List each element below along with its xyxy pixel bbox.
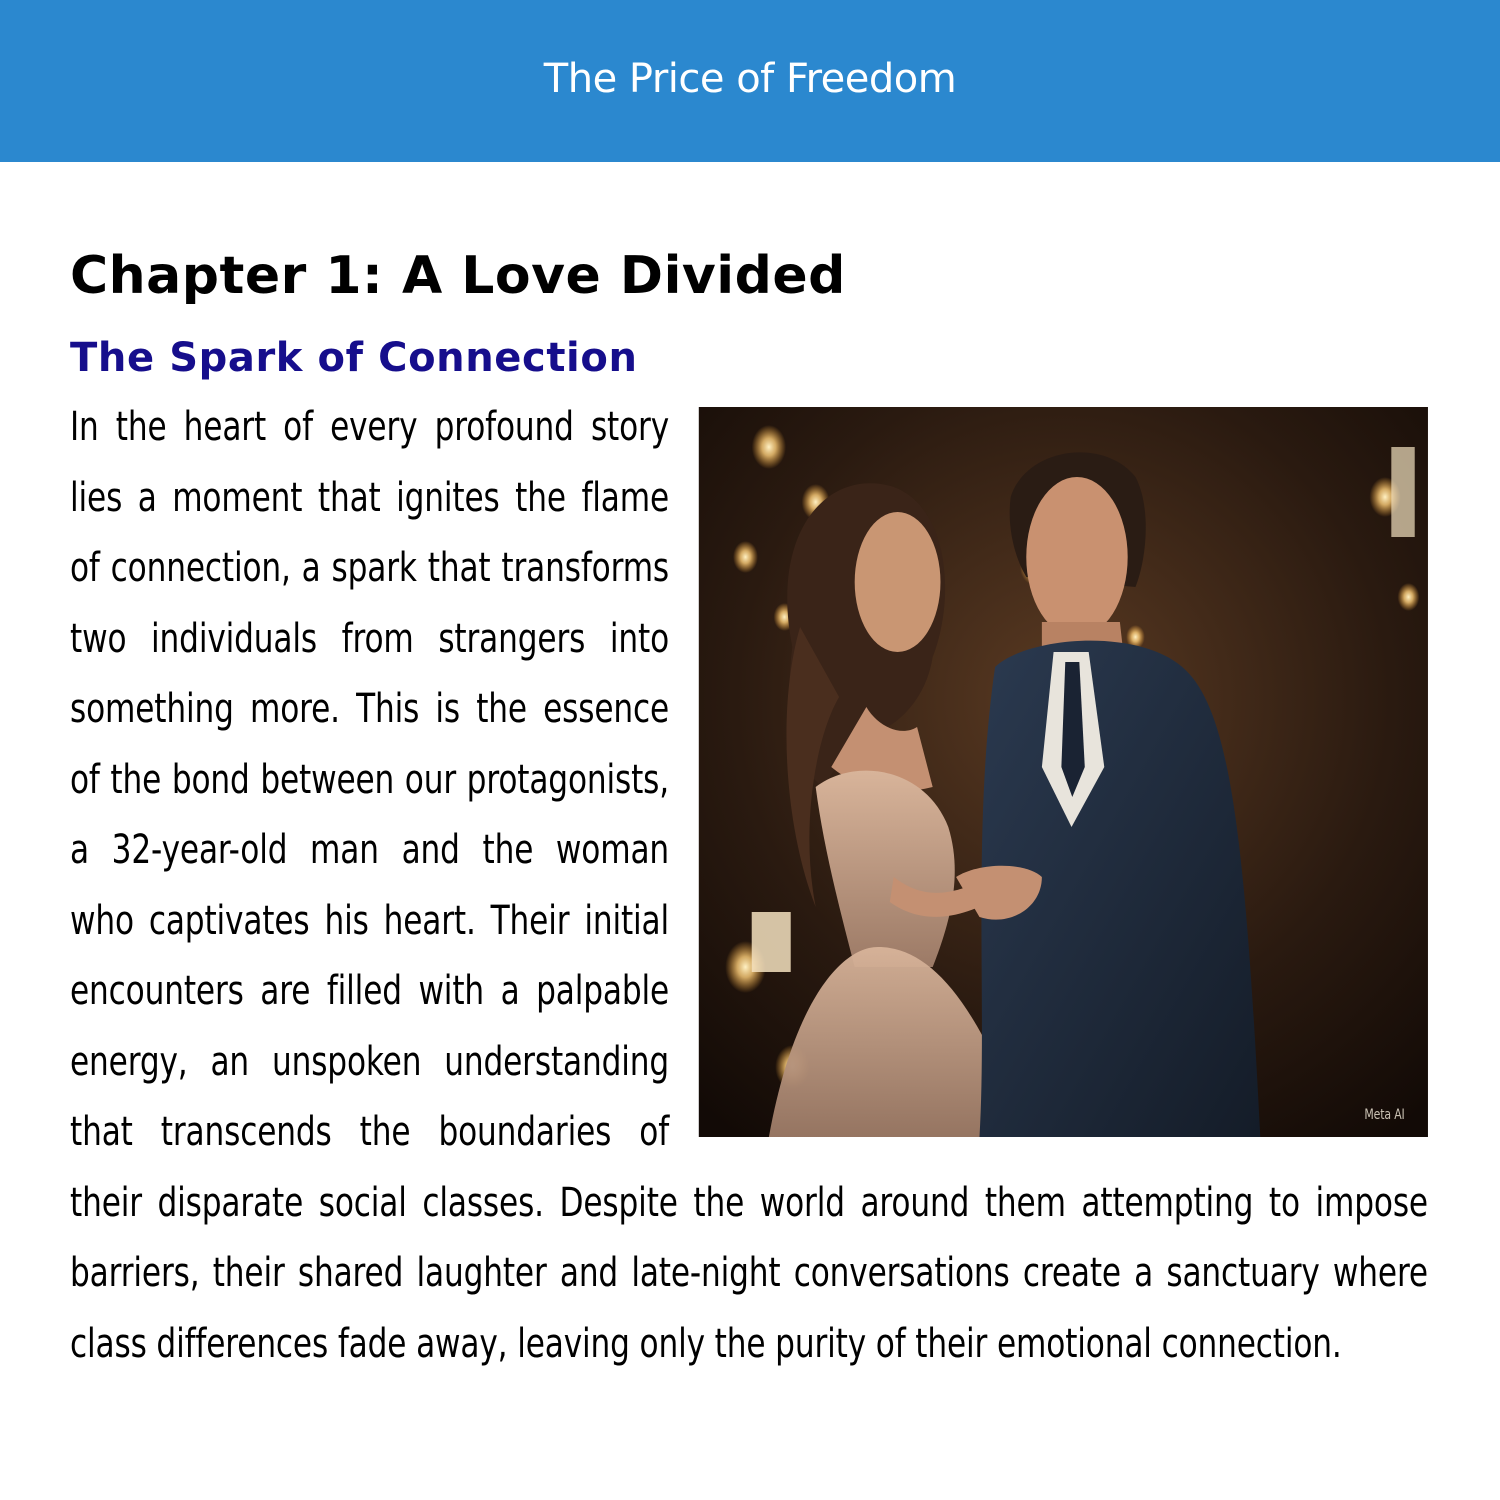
section-title: The Spark of Connection — [70, 335, 638, 381]
chapter-content — [70, 236, 1428, 1379]
couple-illustration — [699, 407, 1428, 1137]
book-title: The Price of Freedom — [543, 56, 957, 102]
watermark-text: Meta AI — [1364, 1105, 1405, 1123]
couple-photo — [699, 407, 1428, 1137]
chapter-title: Chapter 1: A Love Divided — [70, 246, 846, 306]
chapter-paragraph: In the heart of every profound story lies a moment that ignites the flame of connection, a spark that transforms two individuals from strangers into something more. This is the essence of the bond between our protagonists, a 32-year-old man and the woman who captivates his heart. Their initial encounters are filled with a palpable energy, an unspoken understanding that transcends the boundaries of their disparate social classes. Despite the world around them attempting to impose barriers, their shared laughter and late-night conversations create a sanctuary where class differences fade away, leaving only the purity of their emotional connection. — [70, 404, 1428, 1367]
chapter-paragraph-container — [70, 392, 1428, 1379]
header-bar — [0, 0, 1500, 162]
